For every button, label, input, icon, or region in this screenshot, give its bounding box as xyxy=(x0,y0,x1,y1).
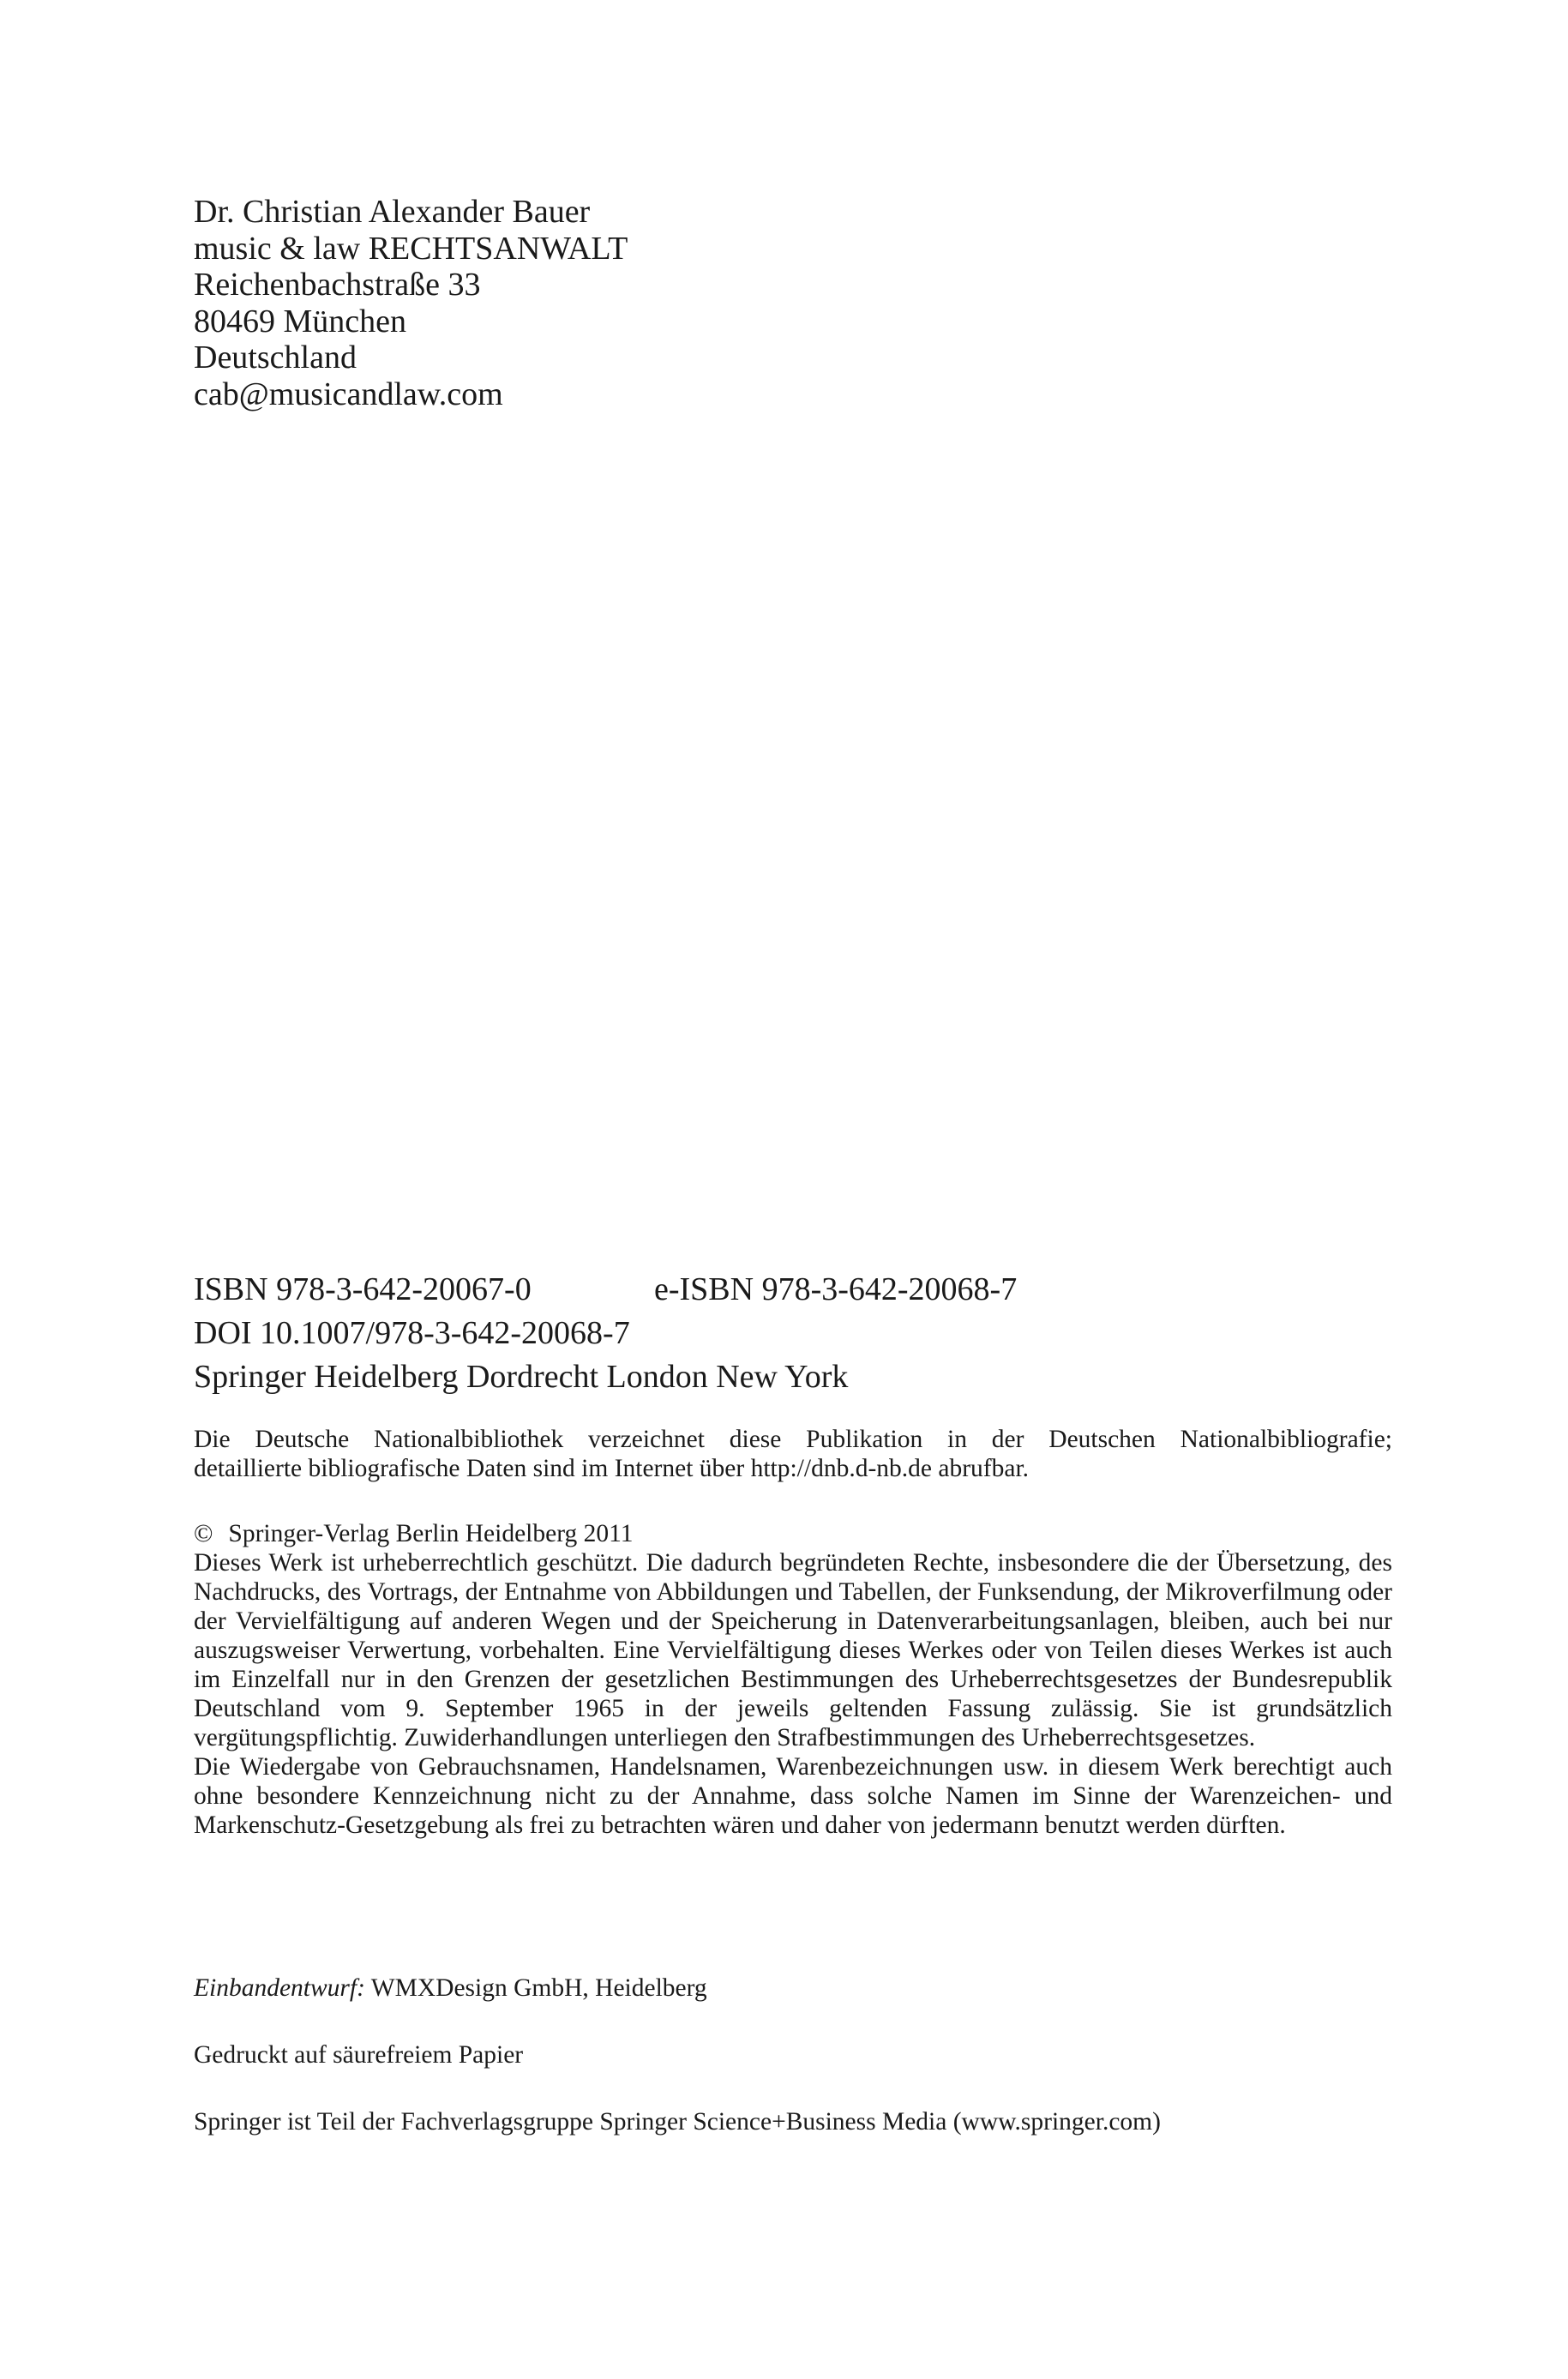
author-country: Deutschland xyxy=(194,339,357,375)
author-address xyxy=(194,194,1394,412)
doi: DOI 10.1007/978-3-642-20068-7 xyxy=(194,1315,630,1351)
dnb-notice xyxy=(194,1425,1392,1483)
dnb-notice-line-2: detaillierte bibliografische Daten sind im Internet über http://dnb.d-nb.de abrufbar. xyxy=(194,1455,1030,1482)
author-firm: music & law RECHTSANWALT xyxy=(194,230,628,267)
author-city: 80469 München xyxy=(194,303,407,339)
print-isbn: ISBN 978-3-642-20067-0 xyxy=(194,1271,532,1307)
isbn-row xyxy=(194,1268,1394,1312)
publisher-cities: Springer Heidelberg Dordrecht London New York xyxy=(194,1359,849,1395)
copyright-holder: Springer-Verlag Berlin Heidelberg 2011 xyxy=(228,1520,634,1547)
cover-design xyxy=(194,1973,1392,2003)
copyright-icon: © xyxy=(194,1520,213,1547)
copyright-block xyxy=(194,1519,1392,1840)
author-street: Reichenbachstraße 33 xyxy=(194,267,481,303)
author-name: Dr. Christian Alexander Bauer xyxy=(194,194,591,230)
dnb-notice-line-1: Die Deutsche Nationalbibliothek verzeichnet diese Publikation in der Deutschen Nationalbibliografie; xyxy=(194,1426,1392,1453)
electronic-isbn: e-ISBN 978-3-642-20068-7 xyxy=(654,1271,1018,1307)
author-email: cab@musicandlaw.com xyxy=(194,375,503,412)
springer-group-note: Springer ist Teil der Fachverlagsgruppe Springer Science+Business Media (www.springer.com) xyxy=(194,2108,1161,2136)
copyright-line xyxy=(194,1519,1392,1548)
cover-design-label: Einbandentwurf: xyxy=(194,1974,365,2002)
copyright-paragraph-2: Die Wiedergabe von Gebrauchsnamen, Handelsnamen, Warenbezeichnungen usw. in diesem Werk berechtigt auch ohne besondere Kennzeichnung nicht zu der Annahme, dass solche Namen im Sinne der Warenzeichen- und Markenschutz-Gesetzgebung als frei zu betrachten wären und daher von jedermann benutzt werden dürften. xyxy=(194,1753,1392,1839)
cover-design-value: WMXDesign GmbH, Heidelberg xyxy=(370,1974,707,2002)
paper-note: Gedruckt auf säurefreiem Papier xyxy=(194,2041,524,2069)
copyright-paragraph-1: Dieses Werk ist urheberrechtlich geschützt. Die dadurch begründeten Rechte, insbesondere die der Übersetzung, des Nachdrucks, des Vortrags, der Entnahme von Abbildungen und Tabellen, der Funksendung, der Mikroverfilmung oder der Vervielfältigung auf anderen Wegen und der Speicherung in Datenverarbeitungsanlagen, bleiben, auch bei nur auszugsweiser Verwertung, vorbehalten. Eine Vervielfältigung dieses Werkes oder von Teilen dieses Werkes ist auch im Einzelfall nur in den Grenzen der gesetzlichen Bestimmungen des Urheberrechtsgesetzes der Bundesrepublik Deutschland vom 9. September 1965 in der jeweils geltenden Fassung zulässig. Sie ist grundsätzlich vergütungspflichtig. Zuwiderhandlungen unterliegen den Strafbestimmungen des Urheberrechtsgesetzes. xyxy=(194,1549,1392,1751)
isbn-block xyxy=(194,1268,1394,1399)
